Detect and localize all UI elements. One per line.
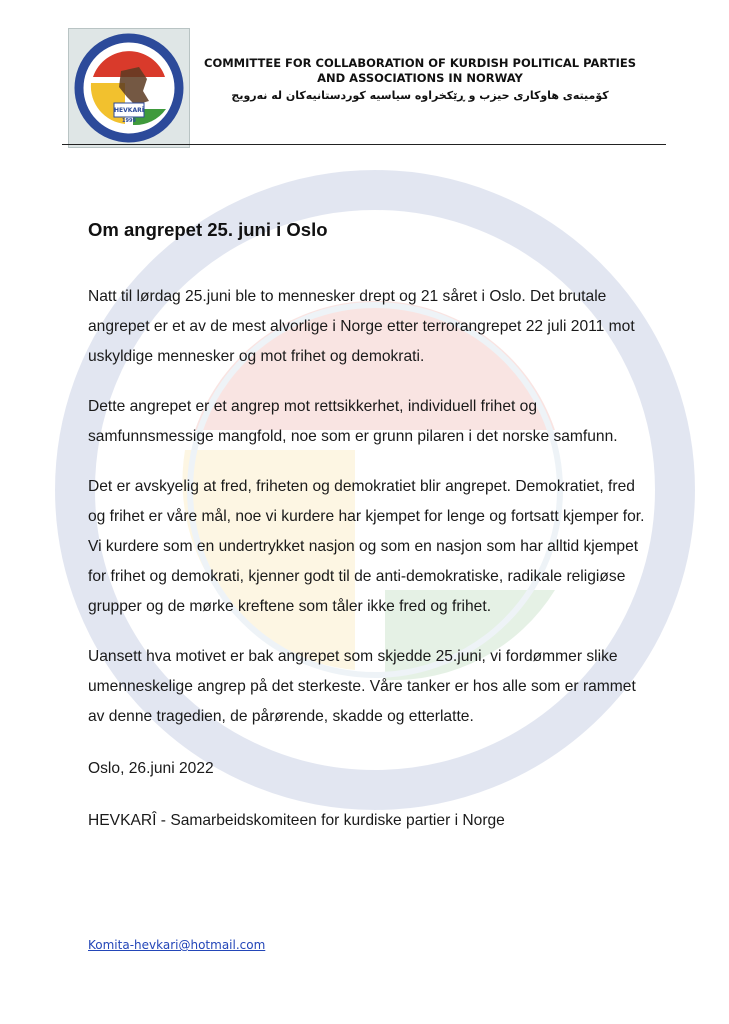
committee-logo [68,28,190,148]
document-heading: Om angrepet 25. juni i Oslo [88,219,328,240]
email-link[interactable]: Komita-hevkari@hotmail.com [88,938,266,952]
organization-title: COMMITTEE FOR COLLABORATION OF KURDISH POLITICAL PARTIES AND ASSOCIATIONS IN NORWAY [204,56,636,85]
place-date: Oslo, 26.juni 2022 [88,760,214,777]
paragraph-4: Uansett hva motivet er bak angrepet som skjedde 25.juni, vi fordømmer slike umenneskelige angrep på det sterkeste. Våre tanker er hos alle som er rammet av denne tragedien, de pårørende, skadde og etterlatte. [88,648,636,725]
organization-subtitle-kurdish: کۆمیتەی هاوکاری حیزب و ڕێکخراوە سیاسیە کوردستانیەکان لە نەرویج [231,89,609,102]
paragraph-3: Det er avskyelig at fred, friheten og demokratiet blir angrepet. Demokratiet, fred og frihet er våre mål, noe vi kurdere har kjempet for lenge og fortsatt kjemper for. Vi kurdere som en undertrykket nasjon og som en nasjon som har alltid kjempet for frihet og demokrati, kjenner godt til de anti-demokratiske, radikale religiøse grupper og de mørke kreftene som tåler ikke fred og frihet. [88,478,645,615]
paragraph-1: Natt til lørdag 25.juni ble to mennesker drept og 21 såret i Oslo. Det brutale angrepet er et av de mest alvorlige i Norge etter terrorangrepet 22 juli 2011 mot uskyldige mennesker og mot frihet og demokrati. [88,288,635,365]
paragraph-2: Dette angrepet er et angrep mot rettsikkerhet, individuell frihet og samfunnsmessige mangfold, noe som er grunn pilaren i det norske samfunn. [88,398,618,445]
document-body [88,282,648,856]
logo-name: HEVKARÎ [114,107,144,114]
header-divider [62,144,666,145]
signature: HEVKARÎ - Samarbeidskomiteen for kurdiske partier i Norge [88,812,505,829]
logo-year: 1999 [122,118,136,124]
